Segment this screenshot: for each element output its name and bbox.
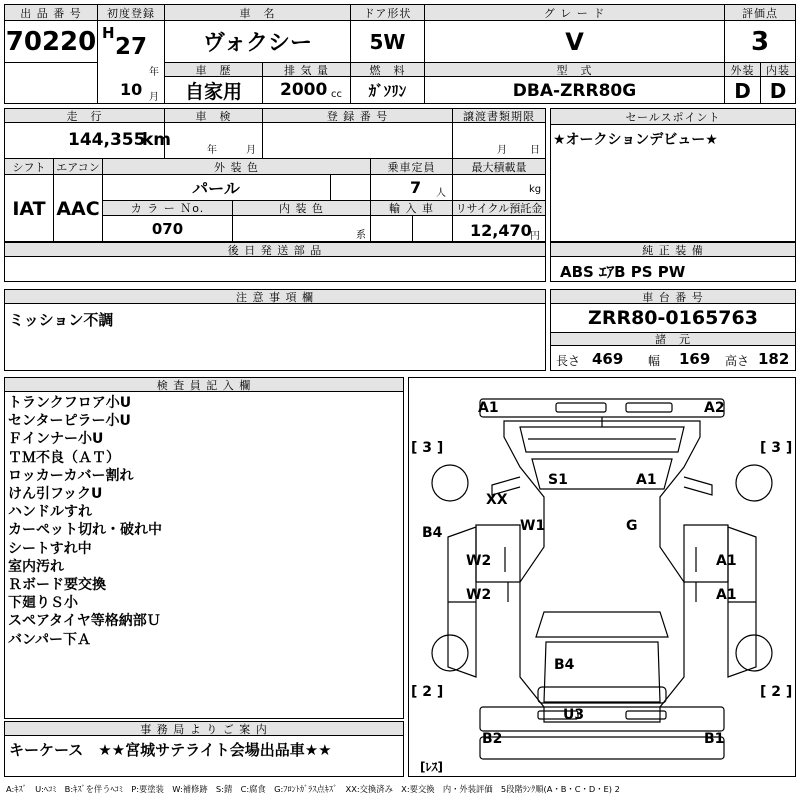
mileage: 144,355 — [68, 130, 146, 150]
list-item: トランクフロア小U — [8, 395, 132, 411]
interior-label: 内装 — [760, 62, 796, 77]
interior-score: D — [769, 78, 787, 103]
tire-rating: [ 2 ] — [411, 684, 444, 700]
ac-type: AAC — [56, 197, 100, 220]
later-parts-label: 後 日 発 送 部 品 — [4, 242, 546, 257]
list-item: シートすれ中 — [8, 540, 92, 557]
list-item: ハンドルすれ — [8, 504, 92, 521]
first-reg-label: 初度登録 — [97, 4, 165, 21]
grade: V — [565, 27, 584, 56]
color-label: 外 装 色 — [102, 158, 371, 175]
history-label: 車 歴 — [164, 62, 263, 77]
list-item: ロッカーカバー割れ — [8, 467, 134, 484]
list-item: スペアタイヤ等格納部Ｕ — [8, 613, 161, 630]
damage-mark: A1 — [478, 400, 499, 416]
capacity-label: 乗車定員 — [370, 158, 453, 175]
spec-label: 諸 元 — [550, 332, 796, 346]
list-item: バンパー下Ａ — [8, 631, 92, 648]
inspector-label: 検 査 員 記 入 欄 — [4, 377, 404, 392]
regno-label: 登 録 番 号 — [262, 108, 453, 123]
capacity: 7 — [410, 178, 422, 197]
grade-label: グ レ ー ド — [424, 4, 725, 21]
damage-mark: B1 — [704, 731, 725, 747]
car-name: ヴォクシー — [202, 31, 313, 56]
exterior-color: パール — [192, 179, 240, 198]
list-item: けん引フックU — [8, 486, 103, 503]
damage-mark: W1 — [520, 518, 546, 534]
inspection-label: 車 検 — [164, 108, 263, 123]
mileage-label: 走 行 — [4, 108, 165, 123]
sales-point-label: セールスポイント — [550, 108, 796, 125]
damage-mark: A1 — [636, 472, 657, 488]
transfer-label: 譲渡書類期限 — [452, 108, 546, 123]
model-label: 型 式 — [424, 62, 725, 77]
first-reg-month: 10 — [120, 80, 143, 99]
fuel-label: 燃 料 — [350, 62, 425, 77]
shift-type: IAT — [12, 197, 46, 220]
damage-mark: U3 — [563, 707, 585, 723]
damage-mark: B4 — [554, 657, 575, 673]
ac-label: エアコン — [53, 158, 103, 175]
displacement-label: 排 気 量 — [262, 62, 351, 77]
spare-tire: [ﾚｽ] — [420, 760, 443, 774]
damage-mark: S1 — [548, 472, 568, 488]
legend: A:ｷｽﾞ U:ﾍｺﾐ B:ｷｽﾞを伴うﾍｺﾐ P:要塗装 W:補修跡 S:錆 C:腐食 G:ﾌﾛﾝﾄｶﾞﾗｽ点ｷｽﾞ XX:交換済み X:要交換 内・外装評価 5段階ﾗﾝｸ順(A・B・C・D・E) 2 — [6, 784, 620, 794]
list-item: Ｆインナー小U — [8, 431, 104, 448]
list-item: Ｒボード要交換 — [8, 577, 106, 594]
interior-color-label: 内 装 色 — [232, 200, 371, 216]
list-item: 下廻りＳ小 — [8, 595, 78, 612]
exterior-score: D — [734, 78, 751, 103]
tire-rating: [ 2 ] — [760, 684, 793, 700]
first-reg-year: 27 — [115, 34, 148, 60]
tire-rating: [ 3 ] — [411, 440, 444, 456]
exterior-label: 外装 — [724, 62, 761, 77]
chassis-number: ZRR80-0165763 — [588, 307, 758, 329]
recycle-label: リサイクル預託金 — [452, 200, 546, 216]
caution-text: ミッション不調 — [9, 311, 114, 329]
inspector-notes — [8, 394, 162, 649]
recycle-fee: 12,470 — [470, 221, 532, 240]
equipment-label: 純 正 装 備 — [550, 242, 796, 257]
import-label: 輸 入 車 — [370, 200, 453, 216]
office-text: キーケース ★★宮城サテライト会場出品車★★ — [9, 741, 332, 759]
chassis-label: 車 台 番 号 — [550, 289, 796, 304]
car-outline — [408, 377, 796, 777]
damage-mark: B2 — [482, 731, 503, 747]
list-item: センターピラー小U — [8, 413, 131, 430]
load-label: 最大積載量 — [452, 158, 546, 175]
list-item: 室内汚れ — [8, 558, 64, 575]
door-label: ドア形状 — [350, 4, 425, 21]
tire-rating: [ 3 ] — [760, 440, 793, 456]
door-type: 5W — [369, 29, 406, 54]
office-label: 事 務 局 よ り ご 案 内 — [4, 721, 404, 736]
damage-mark: XX — [486, 492, 508, 508]
history: 自家用 — [184, 81, 242, 103]
damage-mark: B4 — [422, 525, 443, 541]
damage-mark: W2 — [466, 553, 492, 569]
displacement: 2000 — [280, 80, 328, 100]
damage-mark: A1 — [716, 587, 737, 603]
list-item: ＴＭ不良（ＡＴ） — [8, 449, 120, 466]
score-label: 評価点 — [724, 4, 796, 21]
colorno-label: カ ラ ー Ｎo. — [102, 200, 233, 216]
sales-point-text: ★オークションデビュー★ — [553, 132, 718, 148]
model-code: DBA-ZRR80G — [512, 80, 637, 101]
length: 469 — [592, 350, 624, 368]
era-code: H — [102, 24, 115, 42]
fuel: ｶﾞｿﾘﾝ — [368, 82, 407, 100]
damage-mark: A1 — [716, 553, 737, 569]
caution-label: 注 意 事 項 欄 — [4, 289, 546, 304]
list-item: カーペット切れ・破れ中 — [8, 522, 162, 539]
score: 3 — [750, 26, 770, 57]
height: 182 — [758, 350, 790, 368]
damage-mark: G — [626, 518, 638, 534]
damage-mark: A2 — [704, 400, 725, 416]
damage-mark: W2 — [466, 587, 492, 603]
shift-label: シフト — [4, 158, 54, 175]
equipment-text: ABS ｴｱB PS PW — [560, 263, 686, 281]
color-number: 070 — [151, 220, 184, 238]
car-name-label: 車 名 — [164, 4, 351, 21]
width: 169 — [679, 350, 711, 368]
lot-label: 出 品 番 号 — [4, 4, 98, 21]
lot-number: 70220 — [5, 26, 97, 57]
